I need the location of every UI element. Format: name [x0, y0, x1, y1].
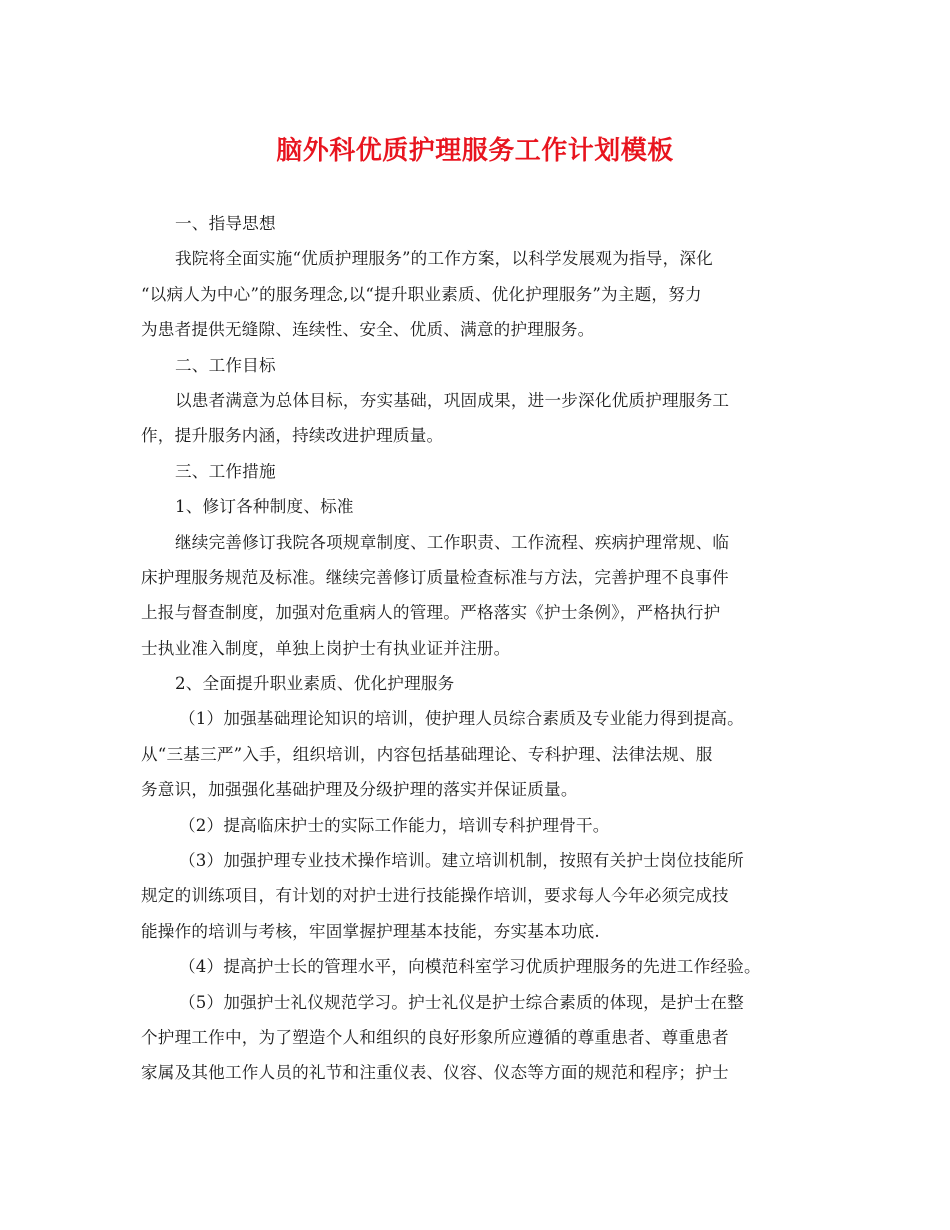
text-line: 上报与督查制度，加强对危重病人的管理。严格落实《护士条例》，严格执行护 [141, 603, 721, 623]
text-line: （2）提高临床护士的实际工作能力，培训专科护理骨干。 [179, 815, 610, 835]
text-line: 作，提升服务内涵，持续改进护理质量。 [141, 426, 444, 446]
text-line: 1、修订各种制度、标准 [175, 497, 354, 517]
text-line: 2、全面提升职业素质、优化护理服务 [175, 674, 455, 694]
text-line: 三、工作措施 [175, 461, 276, 481]
document-title: 脑外科优质护理服务工作计划模板 [276, 136, 674, 166]
text-line: 床护理服务规范及标准。继续完善修订质量检查标准与方法，完善护理不良事件 [141, 567, 729, 587]
document-body [141, 206, 816, 1091]
text-line: （3）加强护理专业技术操作培训。建立培训机制，按照有关护士岗位技能所 [179, 851, 744, 871]
text-line: 继续完善修订我院各项规章制度、工作职责、工作流程、疾病护理常规、临 [175, 532, 730, 552]
text-line: （5）加强护士礼仪规范学习。护士礼仪是护士综合素质的体现，是护士在整 [179, 992, 744, 1012]
text-line: 为患者提供无缝隙、连续性、安全、优质、满意的护理服务。 [141, 320, 595, 340]
text-line: （1）加强基础理论知识的培训，使护理人员综合素质及专业能力得到提高。 [179, 709, 744, 729]
text-line: 个护理工作中，为了塑造个人和组织的良好形象所应遵循的尊重患者、尊重患者 [141, 1027, 729, 1047]
text-line: （4）提高护士长的管理水平，向模范科室学习优质护理服务的先进工作经验。 [179, 957, 761, 977]
text-line: 从“三基三严”入手，组织培训，内容包括基础理论、专科护理、法律法规、服 [141, 744, 713, 764]
text-line: 士执业准入制度，单独上岗护士有执业证并注册。 [141, 638, 511, 658]
text-line: 一、指导思想 [175, 214, 276, 233]
text-line: 二、工作目标 [175, 355, 276, 375]
text-line: 我院将全面实施“优质护理服务”的工作方案，以科学发展观为指导，深化 [175, 249, 713, 269]
text-line: 规定的训练项目，有计划的对护士进行技能操作培训，要求每人今年必须完成技 [141, 886, 729, 906]
text-line: 家属及其他工作人员的礼节和注重仪表、仪容、仪态等方面的规范和程序；护士 [141, 1063, 729, 1083]
text-line: 以患者满意为总体目标，夯实基础，巩固成果，进一步深化优质护理服务工 [175, 390, 730, 410]
text-line: 务意识，加强强化基础护理及分级护理的落实并保证质量。 [141, 780, 578, 800]
text-line: “以病人为中心”的服务理念,以“提升职业素质、优化护理服务”为主题，努力 [141, 284, 702, 304]
text-line: 能操作的培训与考核，牢固掌握护理基本技能，夯实基本功底. [141, 921, 600, 941]
